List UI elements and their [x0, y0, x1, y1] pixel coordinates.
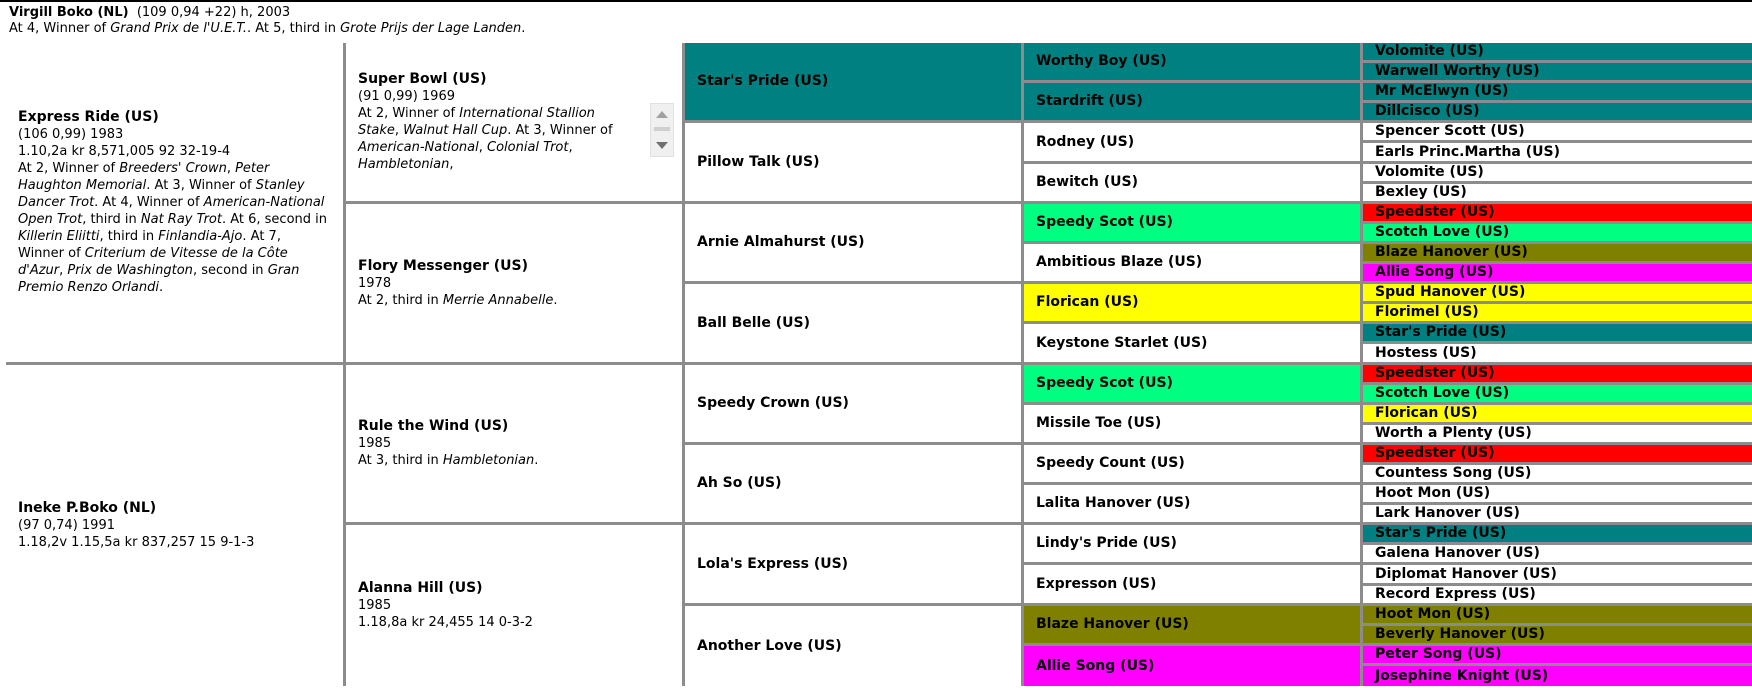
pedigree-cell-gen3 [685, 365, 1021, 442]
horse-link[interactable]: Galena Hanover (US) [1375, 545, 1540, 561]
horse-link[interactable]: Hostess (US) [1375, 344, 1477, 361]
horse-description [358, 105, 670, 173]
desc-text: At 2, Winner of [18, 161, 120, 176]
horse-link[interactable]: Lark Hanover (US) [1375, 505, 1520, 521]
pedigree-cell-gen5 [1363, 646, 1752, 663]
horse-link[interactable]: Star's Pride (US) [697, 73, 829, 89]
desc-text: , third in [99, 229, 159, 244]
pedigree-cell-gen5 [1363, 123, 1752, 140]
horse-link[interactable]: Diplomat Hanover (US) [1375, 565, 1557, 582]
race-name: Walnut Hall Cup [403, 123, 508, 138]
pedigree-cell-gen5 [1363, 164, 1752, 181]
pedigree-cell-gen5 [1363, 445, 1752, 462]
desc-text: . [534, 453, 539, 468]
horse-link[interactable]: Speedy Crown (US) [697, 395, 849, 411]
race-name: American-National Open Trot [18, 195, 325, 227]
horse-link[interactable]: Speedster (US) [1375, 365, 1495, 381]
horse-link[interactable]: Speedy Scot (US) [1036, 375, 1173, 391]
pedigree-cell-gen4 [1024, 123, 1360, 161]
horse-link[interactable]: Spencer Scott (US) [1375, 123, 1525, 139]
horse-stats-line: (91 0,99) 1969 [358, 89, 455, 104]
race-name: Gran Premio Renzo Orlandi [18, 263, 300, 295]
horse-link[interactable]: Bexley (US) [1375, 184, 1467, 200]
horse-link[interactable]: Worth a Plenty (US) [1375, 425, 1532, 441]
horse-stats-line: 1.18,8a kr 24,455 14 0-3-2 [358, 615, 533, 630]
pedigree-cell-gen4 [1024, 284, 1360, 321]
horse-link[interactable]: Missile Toe (US) [1036, 415, 1162, 431]
pedigree-cell-gen5 [1363, 385, 1752, 402]
horse-link[interactable]: Peter Song (US) [1375, 646, 1502, 662]
scroll-up-icon[interactable] [656, 111, 668, 118]
horse-link[interactable]: Star's Pride (US) [1375, 525, 1507, 541]
description-scrollbar[interactable] [650, 103, 674, 157]
race-name: Hambletonian [442, 453, 535, 468]
horse-link[interactable]: Speedster (US) [1375, 445, 1495, 461]
horse-link[interactable]: Allie Song (US) [1375, 264, 1494, 280]
horse-link[interactable]: Spud Hanover (US) [1375, 284, 1526, 300]
pedigree-cell-grandparent [346, 43, 682, 201]
horse-stats-line: 1985 [358, 598, 392, 613]
horse-link[interactable]: Super Bowl (US) [358, 71, 487, 87]
horse-link[interactable]: Florican (US) [1375, 405, 1478, 421]
scroll-thumb[interactable] [654, 127, 670, 131]
race-name: Colonial Trot [487, 140, 569, 155]
pedigree-cell-gen4 [1024, 204, 1360, 241]
pedigree-cell-gen3 [685, 204, 1021, 281]
pedigree-cell-gen3 [685, 445, 1021, 522]
desc-text: At 3, third in [358, 453, 443, 468]
desc-text: . [521, 21, 526, 36]
top-rule [0, 0, 1752, 2]
pedigree-cell-gen5 [1363, 224, 1752, 241]
pedigree-cell-gen4 [1024, 525, 1360, 562]
pedigree-cell-gen5 [1363, 184, 1752, 201]
desc-text: , [226, 161, 236, 176]
pedigree-cell-gen4 [1024, 164, 1360, 201]
horse-link[interactable]: Lola's Express (US) [697, 555, 849, 572]
pedigree-cell-grandparent [346, 204, 682, 362]
horse-stats-line: 1985 [358, 436, 392, 451]
horse-link[interactable]: Pillow Talk (US) [697, 153, 820, 170]
pedigree-cell-gen5 [1363, 505, 1752, 522]
pedigree-cell-gen3 [685, 123, 1021, 201]
horse-link[interactable]: Florimel (US) [1375, 304, 1479, 320]
pedigree-cell-gen4 [1024, 485, 1360, 522]
pedigree-cell-gen4 [1024, 244, 1360, 281]
pedigree-cell-gen5 [1363, 545, 1752, 562]
race-name: Breeders' Crown [119, 161, 227, 176]
horse-link[interactable]: Record Express (US) [1375, 586, 1536, 602]
pedigree-cell-gen4 [1024, 83, 1360, 120]
horse-link[interactable]: Rule the Wind (US) [358, 418, 509, 434]
pedigree-cell-gen5 [1363, 666, 1752, 686]
scroll-down-icon[interactable] [656, 142, 668, 149]
horse-link[interactable]: Speedy Count (US) [1036, 455, 1185, 471]
horse-description [358, 452, 670, 469]
pedigree-cell-sire-dam [6, 365, 343, 686]
desc-text: . At 5, third in [246, 21, 341, 36]
desc-text: , [568, 140, 573, 155]
desc-text: . At 3, Winner of [146, 178, 256, 193]
race-name: Killerin Eliitti [18, 229, 100, 244]
pedigree-cell-gen5 [1363, 405, 1752, 422]
desc-text: . At 6, second in [221, 212, 328, 227]
horse-link[interactable]: Flory Messenger (US) [358, 257, 528, 274]
pedigree-cell-gen4 [1024, 565, 1360, 603]
pedigree-cell-gen5 [1363, 284, 1752, 301]
pedigree-cell-gen5 [1363, 525, 1752, 542]
horse-link[interactable]: Alanna Hill (US) [358, 580, 483, 596]
desc-text: , [59, 263, 68, 278]
horse-link[interactable]: Arnie Almahurst (US) [697, 234, 865, 250]
horse-description [18, 160, 331, 296]
horse-link[interactable]: Countess Song (US) [1375, 465, 1532, 481]
pedigree-cell-gen5 [1363, 485, 1752, 502]
horse-link[interactable]: Blaze Hanover (US) [1375, 244, 1528, 260]
horse-link[interactable]: Express Ride (US) [18, 109, 159, 125]
horse-link[interactable]: Mr McElwyn (US) [1375, 83, 1509, 99]
desc-text: At 2, Winner of [358, 106, 460, 121]
pedigree-cell-grandparent [346, 525, 682, 686]
race-name: Peter Haughton Memorial [18, 161, 270, 193]
horse-link[interactable]: Volomite (US) [1375, 164, 1484, 180]
pedigree-cell-gen3 [685, 43, 1021, 120]
race-name: Hambletonian [358, 157, 450, 172]
horse-link[interactable]: Dillcisco (US) [1375, 103, 1480, 119]
pedigree-cell-gen5 [1363, 264, 1752, 281]
horse-link[interactable]: Scotch Love (US) [1375, 224, 1510, 240]
pedigree-cell-gen5 [1363, 43, 1752, 60]
horse-link[interactable]: Allie Song (US) [1036, 657, 1155, 674]
horse-stats-line: 1.18,2v 1.15,5a kr 837,257 15 9-1-3 [18, 535, 255, 550]
horse-link[interactable]: Stardrift (US) [1036, 93, 1143, 109]
pedigree-cell-gen5 [1363, 626, 1752, 643]
pedigree-table [6, 43, 1752, 686]
pedigree-cell-gen5 [1363, 143, 1752, 161]
pedigree-cell-gen5 [1363, 103, 1752, 120]
horse-link[interactable]: Earls Princ.Martha (US) [1375, 143, 1560, 160]
horse-link[interactable]: Hoot Mon (US) [1375, 606, 1491, 622]
desc-text: , [394, 123, 404, 138]
horse-link[interactable]: Florican (US) [1036, 294, 1139, 310]
horse-stats-line: 1978 [358, 275, 392, 291]
horse-link[interactable]: Blaze Hanover (US) [1036, 616, 1189, 632]
desc-text: . At 7, Winner of [18, 229, 281, 261]
desc-text: . [158, 280, 164, 295]
horse-description [9, 21, 525, 37]
horse-link[interactable]: Volomite (US) [1375, 43, 1484, 59]
pedigree-cell-gen4 [1024, 365, 1360, 402]
horse-link[interactable]: Worthy Boy (US) [1036, 53, 1167, 69]
horse-link[interactable]: Scotch Love (US) [1375, 385, 1510, 401]
race-name: American-National [358, 140, 479, 155]
pedigree-cell-gen5 [1363, 465, 1752, 482]
desc-text: , second in [192, 263, 268, 278]
race-name: Grote Prijs der Lage Landen [340, 21, 522, 36]
pedigree-cell-gen5 [1363, 565, 1752, 583]
horse-link[interactable]: Speedster (US) [1375, 204, 1495, 220]
horse-link[interactable]: Bewitch (US) [1036, 174, 1138, 190]
horse-stats-line: (97 0,74) 1991 [18, 518, 115, 533]
pedigree-cell-gen4 [1024, 405, 1360, 442]
horse-stats-line: 1.10,2a kr 8,571,005 92 32-19-4 [18, 144, 231, 159]
desc-text: , third in [82, 212, 141, 227]
horse-link[interactable]: Speedy Scot (US) [1036, 214, 1173, 230]
pedigree-cell-gen3 [685, 525, 1021, 603]
pedigree-cell-gen5 [1363, 83, 1752, 100]
pedigree-cell-gen5 [1363, 63, 1752, 80]
pedigree-cell-gen5 [1363, 365, 1752, 382]
horse-link[interactable]: Ah So (US) [697, 475, 782, 491]
pedigree-cell-gen5 [1363, 304, 1752, 321]
race-name: Grand Prix de l'U.E.T. [110, 21, 247, 36]
horse-link[interactable]: Hoot Mon (US) [1375, 485, 1491, 501]
pedigree-cell-gen5 [1363, 586, 1752, 603]
horse-link[interactable]: Josephine Knight (US) [1375, 667, 1549, 684]
pedigree-cell-gen5 [1363, 606, 1752, 623]
pedigree-cell-gen4 [1024, 43, 1360, 80]
desc-text: At 4, Winner of [9, 21, 111, 36]
desc-text: . At 4, Winner of [94, 195, 204, 210]
horse-link[interactable]: Lindy's Pride (US) [1036, 535, 1177, 551]
race-name: International Stallion Stake [358, 106, 595, 138]
horse-link[interactable]: Ineke P.Boko (NL) [18, 500, 157, 516]
desc-text: . [553, 292, 558, 308]
horse-link[interactable]: Warwell Worthy (US) [1375, 63, 1540, 79]
horse-link[interactable]: Lalita Hanover (US) [1036, 495, 1191, 511]
pedigree-header [9, 5, 525, 37]
pedigree-cell-gen4 [1024, 324, 1360, 362]
pedigree-cell-gen3 [685, 606, 1021, 686]
desc-text: , [449, 157, 454, 172]
pedigree-cell-gen4 [1024, 445, 1360, 482]
pedigree-cell-sire-dam [6, 43, 343, 362]
pedigree-cell-gen4 [1024, 606, 1360, 643]
horse-link[interactable]: Another Love (US) [697, 637, 842, 654]
horse-link[interactable]: Expresson (US) [1036, 575, 1157, 592]
horse-link[interactable]: Ambitious Blaze (US) [1036, 254, 1203, 270]
horse-link[interactable]: Star's Pride (US) [1375, 324, 1507, 340]
pedigree-cell-gen4 [1024, 646, 1360, 686]
horse-link[interactable]: Keystone Starlet (US) [1036, 334, 1208, 351]
pedigree-cell-grandparent [346, 365, 682, 522]
desc-text: . At 3, Winner of [507, 123, 613, 138]
race-name: Finlandia-Ajo [158, 229, 243, 244]
desc-text: , [478, 140, 487, 155]
race-name: Stanley Dancer Trot [18, 178, 305, 210]
horse-link[interactable]: Rodney (US) [1036, 133, 1135, 150]
horse-description [358, 292, 670, 309]
horse-stats-line: (106 0,99) 1983 [18, 127, 124, 142]
horse-stats: (109 0,94 +22) h, 2003 [136, 5, 291, 20]
pedigree-cell-gen5 [1363, 324, 1752, 341]
horse-link[interactable]: Ball Belle (US) [697, 314, 810, 331]
race-name: Nat Ray Trot [140, 212, 222, 227]
race-name: Criterium de Vitesse de la Côte d'Azur [18, 246, 288, 278]
desc-text: At 2, third in [358, 292, 443, 308]
horse-link[interactable]: Beverly Hanover (US) [1375, 626, 1545, 642]
pedigree-cell-gen5 [1363, 204, 1752, 221]
pedigree-cell-gen5 [1363, 344, 1752, 362]
pedigree-cell-gen5 [1363, 425, 1752, 442]
horse-name: Virgill Boko (NL) [9, 5, 129, 20]
race-name: Prix de Washington [67, 263, 193, 278]
race-name: Merrie Annabelle [442, 292, 554, 308]
pedigree-cell-gen3 [685, 284, 1021, 362]
pedigree-cell-gen5 [1363, 244, 1752, 261]
